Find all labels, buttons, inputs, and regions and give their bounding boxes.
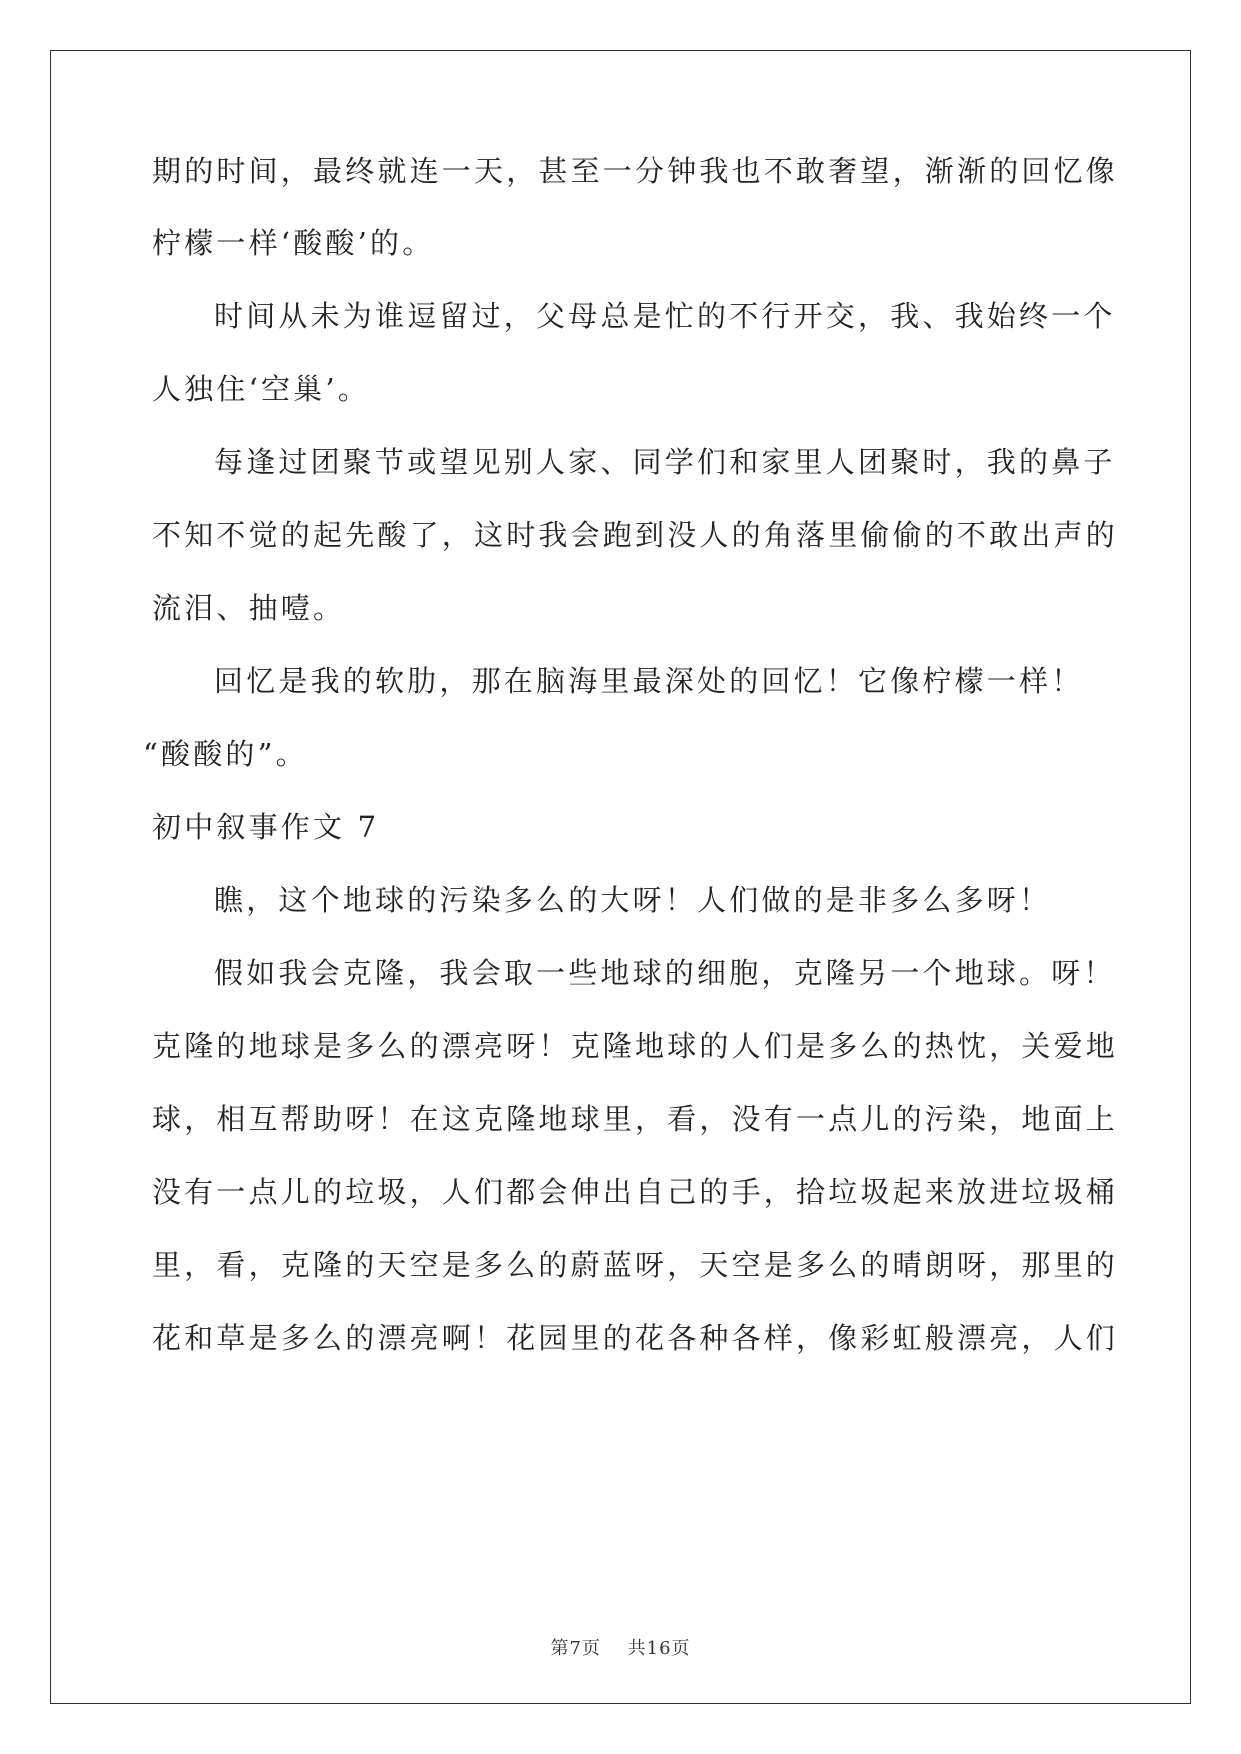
paragraph-line: 回忆是我的软肋，那在脑海里最深处的回忆！它像柠檬一样！	[214, 664, 1084, 698]
paragraph-line: 瞧，这个地球的污染多么的大呀！人们做的是非多么多呀！	[214, 883, 1052, 917]
paragraph-line: 每逢过团聚节或望见别人家、同学们和家里人团聚时，我的鼻子	[214, 445, 1116, 479]
paragraph-line: 没有一点儿的垃圾，人们都会伸出自己的手，拾垃圾起来放进垃圾桶	[152, 1175, 1119, 1209]
paragraph-line: 球，相互帮助呀！在这克隆地球里，看，没有一点儿的污染，地面上	[152, 1102, 1119, 1136]
paragraph-line: 流泪、抽噎。	[152, 591, 346, 625]
paragraph-line: 人独住‘空巢’。	[152, 372, 371, 406]
paragraph-line: 克隆的地球是多么的漂亮呀！克隆地球的人们是多么的热忱，关爱地	[152, 1029, 1119, 1063]
paragraph-line: 柠檬一样‘酸酸’的。	[152, 226, 435, 260]
paragraph-line: 不知不觉的起先酸了，这时我会跑到没人的角落里偷偷的不敢出声的	[152, 518, 1119, 552]
page-footer	[0, 1634, 1241, 1660]
page-number-current: 第7页	[550, 1638, 601, 1659]
paragraph-line: 花和草是多么的漂亮啊！花园里的花各种各样，像彩虹般漂亮，人们	[152, 1321, 1119, 1355]
page-number-total: 共16页	[627, 1638, 691, 1659]
section-heading: 初中叙事作文 7	[152, 810, 380, 844]
paragraph-line: 里，看，克隆的天空是多么的蔚蓝呀，天空是多么的晴朗呀，那里的	[152, 1248, 1119, 1282]
paragraph-line: 期的时间，最终就连一天，甚至一分钟我也不敢奢望，渐渐的回忆像	[152, 154, 1119, 188]
paragraph-line: 时间从未为谁逗留过，父母总是忙的不行开交，我、我始终一个	[214, 299, 1116, 333]
paragraph-line: “酸酸的”。	[143, 737, 308, 771]
paragraph-line: 假如我会克隆，我会取一些地球的细胞，克隆另一个地球。呀！	[214, 956, 1116, 990]
